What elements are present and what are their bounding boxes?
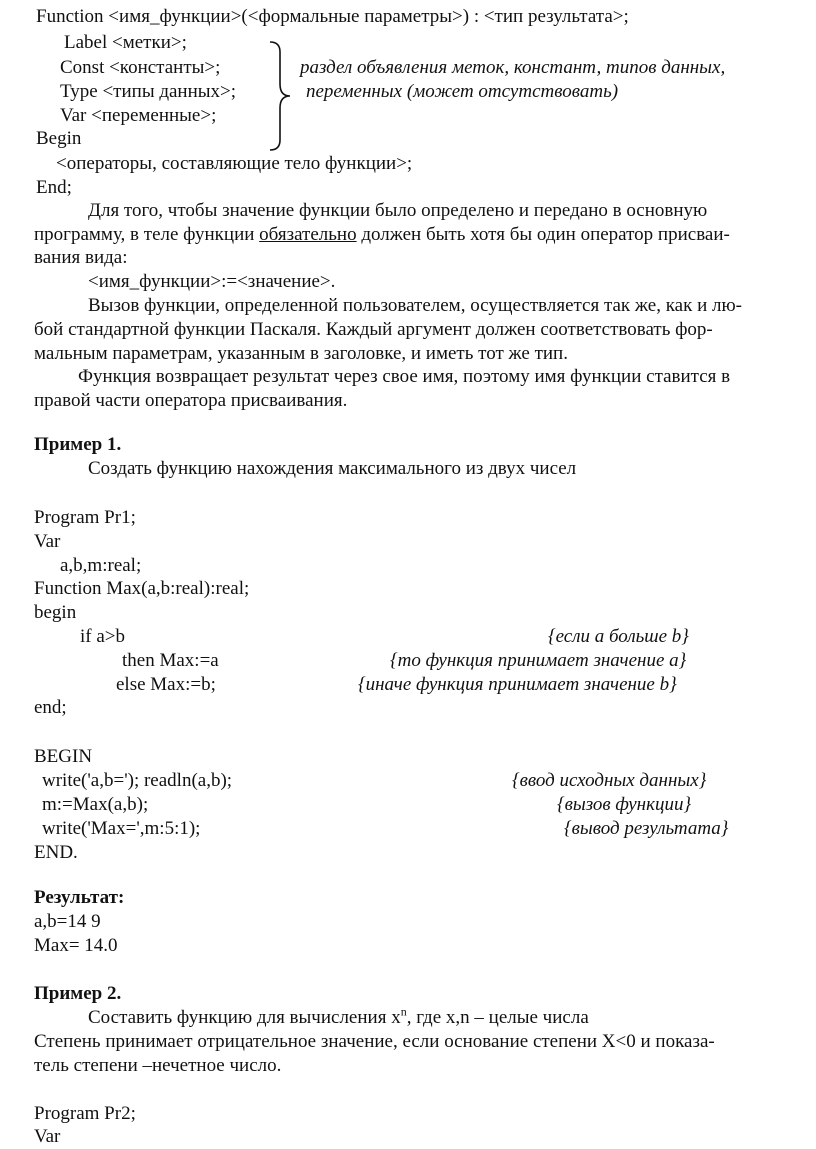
syntax-const: Const <константы>;: [60, 57, 221, 78]
code-line: write('a,b='); readln(a,b);: [42, 770, 233, 791]
code-line: begin: [34, 602, 77, 623]
code-line: Program Pr2;: [34, 1103, 136, 1124]
syntax-header: Function <имя_функции>(<формальные параметры>) : <тип результата>;: [36, 6, 629, 27]
paragraph-2-line-1: Вызов функции, определенной пользователем, осуществляется так же, как и лю-: [88, 295, 743, 316]
code-line: BEGIN: [34, 746, 93, 767]
p1-text-c: должен быть хотя бы один оператор присваи-: [356, 224, 730, 245]
task-text: Составить функцию для вычисления x: [88, 1007, 401, 1028]
example-2-desc-line-1: Степень принимает отрицательное значение, если основание степени X<0 и показа-: [34, 1031, 715, 1052]
paragraph-3-line-2: правой части оператора присваивания.: [34, 390, 348, 411]
code-line: then Max:=a: [122, 650, 219, 671]
code-comment: {иначе функция принимает значение b}: [358, 674, 677, 695]
code-comment: {ввод исходных данных}: [512, 770, 707, 791]
code-comment: {вызов функции}: [557, 794, 692, 815]
code-line: Var: [34, 531, 61, 552]
example-1-title: Пример 1.: [34, 434, 122, 455]
example-2-title: Пример 2.: [34, 983, 122, 1004]
code-line: Var: [34, 1126, 61, 1147]
code-line: write('Max=',m:5:1);: [42, 818, 201, 839]
result-line-1: a,b=14 9: [34, 911, 101, 932]
p1-text-a: программу, в теле функции: [34, 224, 260, 245]
code-comment: {если a больше b}: [548, 626, 689, 647]
syntax-body: <операторы, составляющие тело функции>;: [56, 153, 413, 174]
result-title: Результат:: [34, 887, 125, 908]
code-line: if a>b: [80, 626, 126, 647]
code-line: Function Max(a,b:real):real;: [34, 578, 250, 599]
syntax-end: End;: [36, 177, 72, 198]
declaration-note-line1: раздел объявления меток, констант, типов данных,: [300, 57, 726, 78]
code-line: else Max:=b;: [116, 674, 216, 695]
task-text-tail: , где x,n – целые числа: [406, 1007, 589, 1028]
code-line: a,b,m:real;: [60, 555, 142, 576]
code-comment: {вывод результата}: [564, 818, 729, 839]
example-1-task: Создать функцию нахождения максимального из двух чисел: [88, 458, 577, 479]
syntax-begin: Begin: [36, 128, 82, 149]
syntax-label: Label <метки>;: [64, 32, 187, 53]
right-brace-icon: [266, 40, 294, 152]
syntax-var: Var <переменные>;: [60, 105, 217, 126]
paragraph-2-line-2: бой стандартной функции Паскаля. Каждый аргумент должен соответствовать фор-: [34, 319, 713, 340]
code-line: END.: [34, 842, 78, 863]
code-line: Program Pr1;: [34, 507, 136, 528]
code-comment: {то функция принимает значение a}: [390, 650, 687, 671]
paragraph-2-line-3: мальным параметрам, указанным в заголовке, и иметь тот же тип.: [34, 343, 568, 364]
result-line-2: Max= 14.0: [34, 935, 118, 956]
p1-underlined-word: обязательно: [259, 224, 357, 245]
paragraph-1-line-1: Для того, чтобы значение функции было определено и передано в основную: [88, 200, 708, 221]
example-2-desc-line-2: тель степени –нечетное число.: [34, 1055, 282, 1076]
code-line: end;: [34, 697, 67, 718]
paragraph-3-line-1: Функция возвращает результат через свое имя, поэтому имя функции ставится в: [78, 366, 731, 387]
code-line: m:=Max(a,b);: [42, 794, 149, 815]
example-2-task: [88, 1004, 589, 1029]
paragraph-1-line-2: [34, 224, 730, 246]
exponent-superscript: n: [400, 1004, 407, 1019]
assignment-form: <имя_функции>:=<значение>.: [88, 271, 336, 292]
paragraph-1-line-3: вания вида:: [34, 247, 128, 268]
declaration-note-line2: переменных (может отсутствовать): [306, 81, 619, 102]
syntax-type: Type <типы данных>;: [60, 81, 237, 102]
